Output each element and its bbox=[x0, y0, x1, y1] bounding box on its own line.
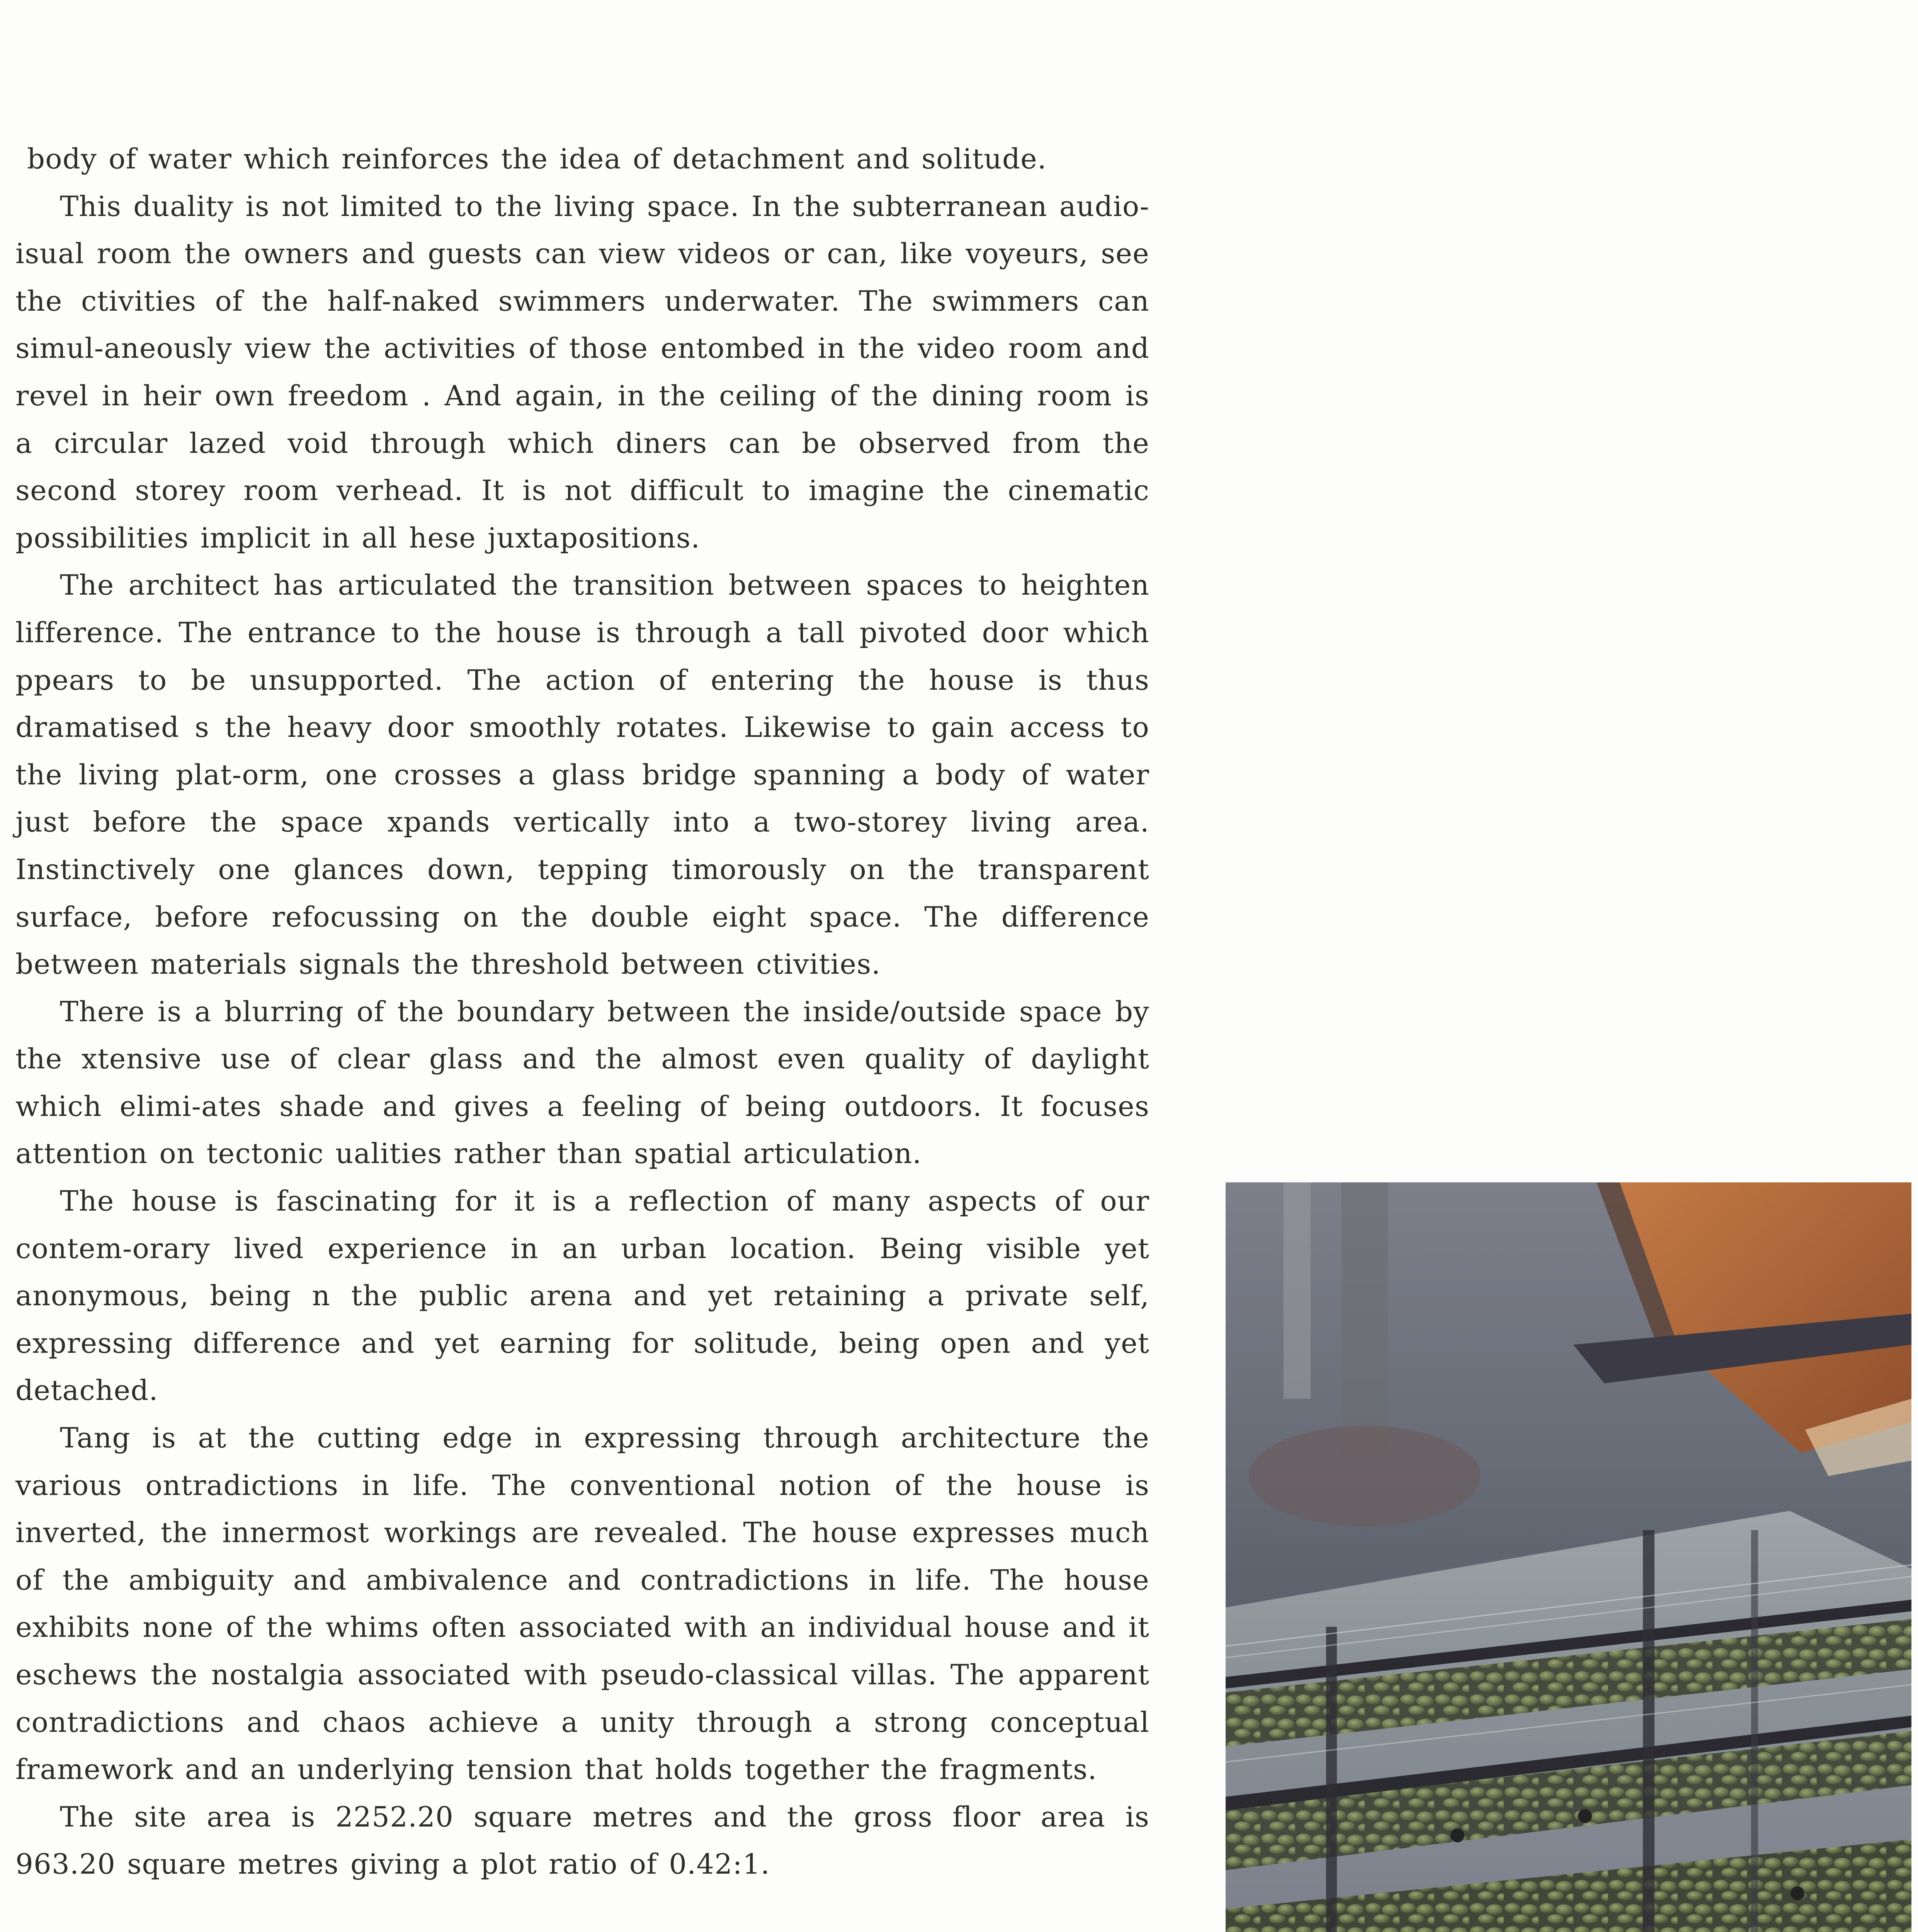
paragraph: The house is fascinating for it is a reflection of many aspects of our contem-orary lived experience in an urban location. Being visible yet anonymous, being n the public arena and yet retaining a private self, expressing difference and yet earning for solitude, being open and yet detached. bbox=[15, 1185, 1149, 1407]
paragraph: There is a blurring of the boundary between the inside/outside space by the xtensive use of clear glass and the almost even quality of daylight which elimi-ates shade and gives a feeling of being outdoors. It focuses attention on tectonic ualities rather than spatial articulation. bbox=[15, 995, 1149, 1170]
paragraph: body of water which reinforces the idea of detachment and solitude. bbox=[27, 143, 1047, 175]
paragraph: This duality is not limited to the living space. In the subterranean audio-isual room the owners and guests can view videos or can, like voyeurs, see the ctivities of the half-naked swimmers underwater. The swimmers can simul-aneously view the activities of those entombed in the video room and revel in heir own freedom . And again, in the ceiling of the dining room is a circular lazed void through which diners can be observed from the second storey room verhead. It is not difficult to imagine the cinematic possibilities implicit in all hese juxtapositions. bbox=[15, 190, 1149, 554]
body-text-column bbox=[15, 135, 1149, 1888]
glass-bridge-photo bbox=[1226, 1182, 1911, 1932]
paragraph: Tang is at the cutting edge in expressing through architecture the various ontradictions in life. The conventional notion of the house is inverted, the innermost workings are revealed. The house expresses much of the ambiguity and ambivalence and contradictions in life. The house exhibits none of the whims often associated with an individual house and it eschews the nostalgia associated with pseudo-classical villas. The apparent contradictions and chaos achieve a unity through a strong conceptual framework and an underlying tension that holds together the fragments. bbox=[15, 1422, 1149, 1786]
paragraph: The architect has articulated the transition between spaces to heighten lifference. The entrance to the house is through a tall pivoted door which ppears to be unsupported. The action of entering the house is thus dramatised s the heavy door smoothly rotates. Likewise to gain access to the living plat-orm, one crosses a glass bridge spanning a body of water just before the space xpands vertically into a two-storey living area. Instinctively one glances down, tepping timorously on the transparent surface, before refocussing on the double eight space. The difference between materials signals the threshold between ctivities. bbox=[15, 569, 1149, 981]
paragraph: The site area is 2252.20 square metres and the gross floor area is 963.20 square metres giving a plot ratio of 0.42:1. bbox=[15, 1800, 1149, 1881]
photo-illustration bbox=[1226, 1182, 1911, 1932]
